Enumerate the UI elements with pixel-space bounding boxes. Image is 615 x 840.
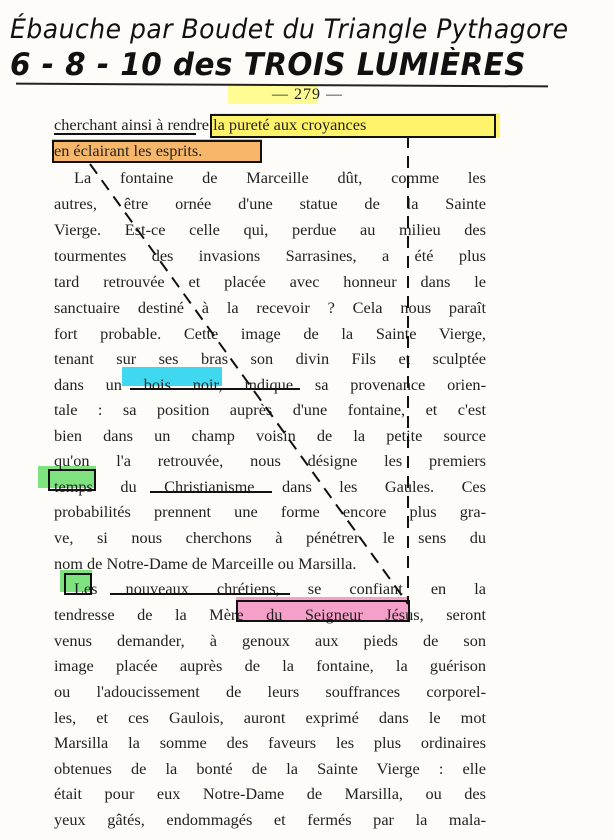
text-line: bien dans un champ voisin de la petite source [54, 426, 486, 445]
annotation-box-pure [210, 114, 496, 138]
annotation-box-temps [48, 469, 96, 491]
text-line: fort probable. Cette image de la Sainte Vierge, [54, 324, 486, 343]
text-line: tenant sur ses bras son divin Fils et sculptée [54, 349, 486, 368]
text-line: dans un bois noir, indique sa provenance orien- [54, 375, 486, 394]
handwritten-title-line-2: 6 - 8 - 10 des TROIS LUMIÈRES [10, 47, 526, 83]
text-line: en éclairant les esprits. [54, 141, 203, 160]
text-line: Les nouveaux chrétiens, se confiant en la [74, 579, 486, 598]
text-line: venus demander, à genoux aux pieds de son [54, 631, 486, 650]
text-line: yeux gâtés, endommagés et fermés par la mala- [54, 810, 486, 829]
handwritten-title-line-1: Ébauche par Boudet du Triangle Pythagore [10, 14, 569, 45]
text-line: cherchant ainsi à rendre la pureté aux croyances [54, 115, 367, 134]
text-line: Marsilla la somme des faveurs les plus ordinaires [54, 733, 486, 752]
text-line: ve, si nous cherchons à pénétrer le sens du [54, 528, 486, 547]
page-number: — 279 — [272, 86, 343, 103]
text-line: image placée auprès de la fontaine, la guérison [54, 656, 486, 675]
text-line: les, et ces Gaulois, auront exprimé dans le mot [54, 708, 486, 727]
annotation-box-seigneur [236, 600, 410, 622]
text-line: était pour eux Notre-Dame de Marsilla, ou des [54, 784, 486, 803]
annotation-box-les [64, 573, 92, 595]
annotation-box-esprits [52, 140, 262, 163]
text-line: tourmentes des invasions Sarrasines, a été plus [54, 246, 486, 265]
text-line: ou l'adoucissement de leurs souffrances corporel- [54, 682, 486, 701]
text-line: sanctuaire destiné à la recevoir ? Cela nous paraît [54, 298, 486, 317]
text-line: nom de Notre-Dame de Marceille ou Marsilla. [54, 554, 357, 573]
text-line: La fontaine de Marceille dût, comme les [74, 168, 486, 187]
text-line: temps du Christianisme dans les Gaules. Ces [54, 477, 486, 496]
text-line: tendresse de la Mère du Seigneur Jésus, seront [54, 605, 486, 624]
text-line: qu'on l'a retrouvée, nous désigne les premiers [54, 451, 486, 470]
text-line: obtenues de la bonté de la Sainte Vierge : elle [54, 759, 486, 778]
text-line: probabilités prennent une forme encore plus gra- [54, 502, 486, 521]
text-line: tale : sa position auprès d'une fontaine, et c'est [54, 400, 486, 419]
text-line: Vierge. Est-ce celle qui, perdue au milieu des [54, 220, 486, 239]
text-line: autres, être ornée d'une statue de la Sainte [54, 194, 486, 213]
text-line: tard retrouvée et placée avec honneur dans le [54, 272, 486, 291]
